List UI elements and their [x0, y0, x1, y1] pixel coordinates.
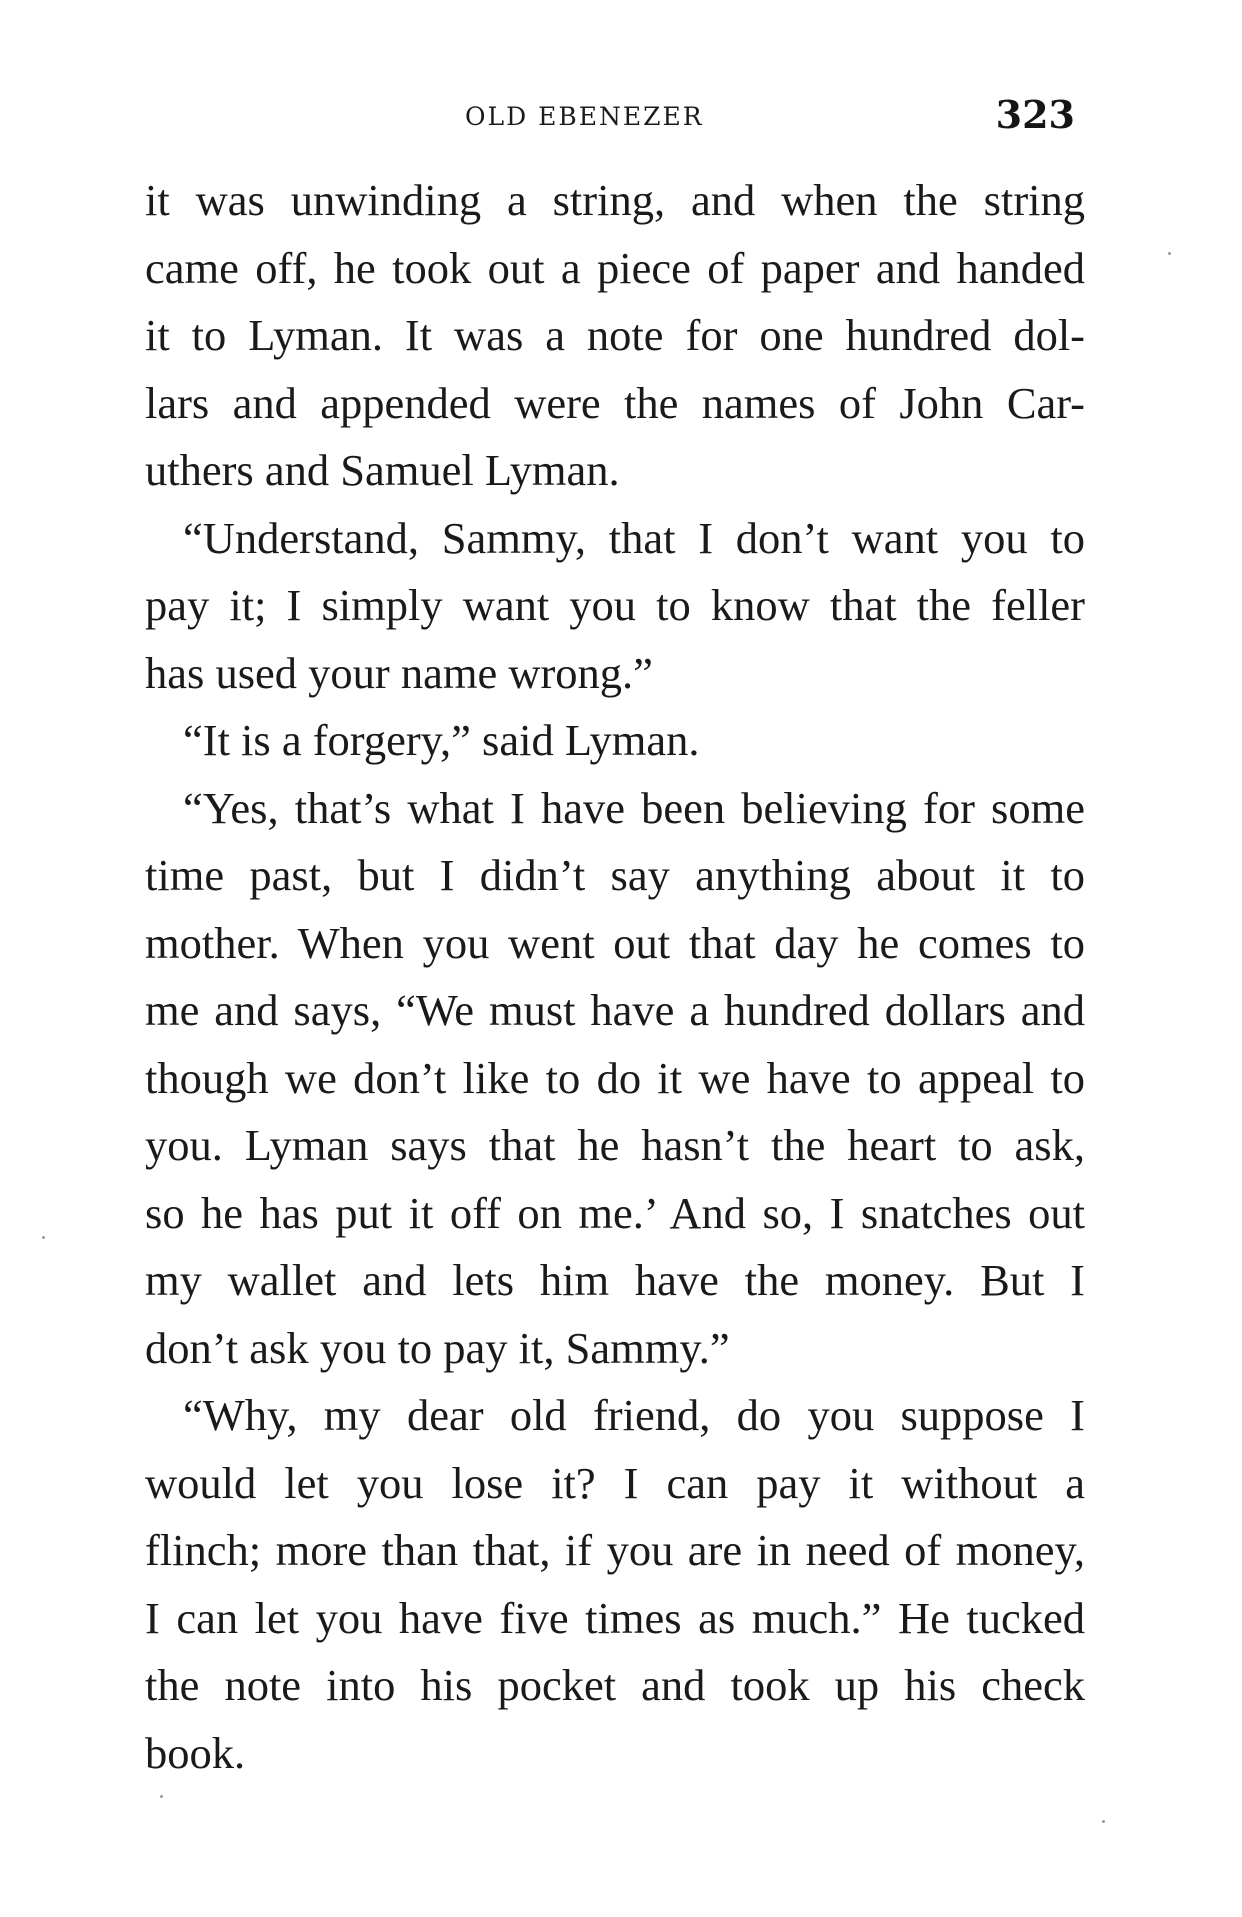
text-line: it to Lyman. It was a note for one hundred dol- [145, 310, 1085, 360]
text-line: flinch; more than that, if you are in need of money, [145, 1525, 1085, 1575]
body-text [145, 167, 1085, 1787]
paper-speck [1168, 252, 1171, 255]
text-line: “It is a forgery,” said Lyman. [183, 715, 700, 765]
text-line: it was unwinding a string, and when the string [145, 175, 1085, 225]
text-line: the note into his pocket and took up his check [145, 1660, 1085, 1710]
text-line: uthers and Samuel Lyman. [145, 445, 620, 495]
text-line: pay it; I simply want you to know that the feller [145, 580, 1085, 630]
text-line: me and says, “We must have a hundred dollars and [145, 985, 1085, 1035]
page-number: 323 [995, 92, 1075, 137]
running-head [145, 92, 1085, 140]
running-title: OLD EBENEZER [465, 102, 704, 131]
text-line: my wallet and lets him have the money. But I [145, 1255, 1085, 1305]
paper-speck [42, 1236, 45, 1239]
text-line: though we don’t like to do it we have to appeal to [145, 1052, 1085, 1103]
text-line: has used your name wrong.” [145, 647, 653, 698]
text-line: lars and appended were the names of John Car- [145, 377, 1085, 428]
text-line: time past, but I didn’t say anything about it to [145, 850, 1085, 900]
text-line: I can let you have five times as much.” He tucked [145, 1592, 1085, 1643]
text-line: so he has put it off on me.’ And so, I snatches out [145, 1187, 1085, 1238]
text-line: book. [145, 1727, 246, 1778]
text-line: “Why, my dear old friend, do you suppose I [183, 1390, 1085, 1440]
text-line: mother. When you went out that day he comes to [145, 917, 1085, 968]
text-line: “Yes, that’s what I have been believing for some [183, 782, 1085, 833]
text-line: don’t ask you to pay it, Sammy.” [145, 1322, 730, 1373]
text-line: “Understand, Sammy, that I don’t want you to [183, 512, 1085, 563]
text-line: you. Lyman says that he hasn’t the heart to ask, [145, 1120, 1085, 1170]
paper-speck [1102, 1820, 1105, 1823]
paper-speck [160, 1795, 163, 1798]
text-line: came off, he took out a piece of paper and handed [145, 242, 1085, 293]
text-line: would let you lose it? I can pay it without a [145, 1457, 1085, 1508]
